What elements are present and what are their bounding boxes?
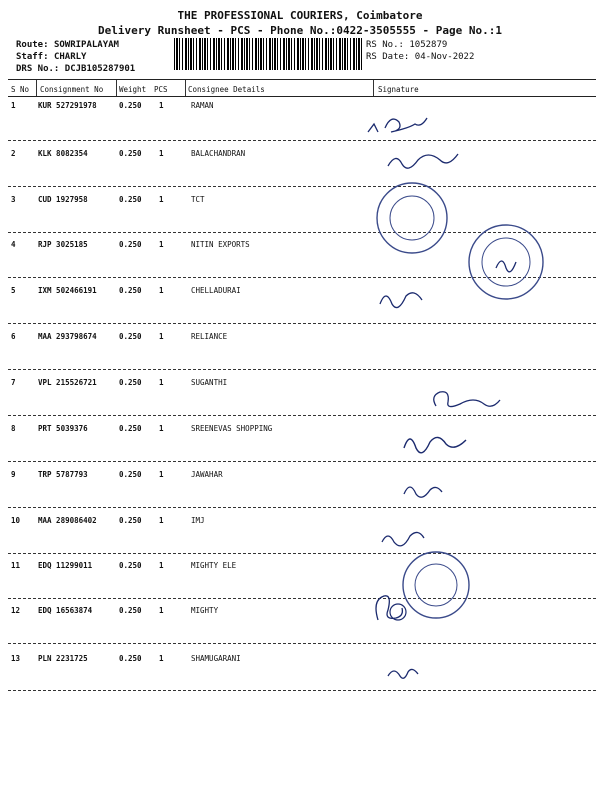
rs-date-label: RS Date: — [366, 52, 410, 62]
row-pcs: 1 — [159, 286, 164, 295]
signature-phone: 9384551386 — [380, 355, 476, 373]
row-consignment: EDQ 11299011 — [38, 561, 93, 570]
signature-phone: 0422-2580027 — [427, 478, 509, 497]
row-pcs: 1 — [159, 424, 164, 433]
row-sno: 4 — [11, 240, 16, 249]
row-sno: 2 — [11, 149, 16, 158]
signature-phone: 9842017488 — [435, 299, 526, 322]
row-weight: 0.250 — [119, 101, 142, 110]
row-weight: 0.250 — [119, 424, 142, 433]
handwritten-signature — [388, 669, 418, 678]
handwritten-signature — [380, 293, 422, 308]
row-sno: 1 — [11, 101, 16, 110]
row-consignment: IXM 502466191 — [38, 286, 97, 295]
row-consignee: SREENEVAS SHOPPING — [191, 424, 273, 433]
row-pcs: 1 — [159, 195, 164, 204]
rs-no-label: RS No.: — [366, 40, 404, 50]
stamp-text: MIGHTY ELECTRICAL CORPORATION — [382, 561, 490, 568]
row-sno: 3 — [11, 195, 16, 204]
signature-phone: 9944831936 — [507, 393, 566, 409]
row-weight: 0.250 — [119, 516, 142, 525]
row-consignment: MAA 293798674 — [38, 332, 97, 341]
row-weight: 0.250 — [119, 561, 142, 570]
row-sno: 11 — [11, 561, 21, 570]
row-weight: 0.250 — [119, 149, 142, 158]
handwritten-signature — [434, 392, 500, 407]
row-consignment: EDQ 16563874 — [38, 606, 93, 615]
row-consignee: CHELLADURAI — [191, 286, 241, 295]
row-pcs: 1 — [159, 101, 164, 110]
row-sno: 9 — [11, 470, 16, 479]
row-weight: 0.250 — [119, 654, 142, 663]
row-weight: 0.250 — [119, 606, 142, 615]
row-consignee: TCT — [191, 195, 205, 204]
col-header-consignment: Consignment No — [40, 85, 104, 94]
handwritten-signature — [368, 118, 427, 132]
stamp-text: NITIN EXPORTS — [479, 236, 533, 244]
col-header-sno: S No — [11, 85, 30, 94]
row-consignment: MAA 289086402 — [38, 516, 97, 525]
col-header-signature: Signature — [378, 85, 419, 94]
rs-no-value: 1052879 — [409, 40, 448, 50]
row-pcs: 1 — [159, 240, 164, 249]
row-consignment: PLN 2231725 — [38, 654, 88, 663]
handwritten-signature — [404, 487, 442, 497]
company-stamp-icon — [382, 552, 489, 618]
signature-phone: 9832005 — [474, 449, 530, 469]
row-sno: 6 — [11, 332, 16, 341]
company-stamp-icon — [469, 225, 543, 299]
staff-label: Staff: — [16, 52, 49, 62]
row-sno: 7 — [11, 378, 16, 387]
row-consignment: CUD 1927958 — [38, 195, 88, 204]
row-pcs: 1 — [159, 561, 164, 570]
row-sno: 10 — [11, 516, 21, 525]
handwritten-signature — [388, 154, 458, 168]
staff-value: CHARLY — [53, 52, 87, 62]
row-pcs: 1 — [159, 606, 164, 615]
signature-name: M. THANGAVELU — [379, 331, 488, 352]
row-pcs: 1 — [159, 149, 164, 158]
row-consignment: RJP 3025185 — [38, 240, 88, 249]
row-sno: 5 — [11, 286, 16, 295]
col-header-pcs: PCS — [154, 85, 168, 94]
row-sno: 13 — [11, 654, 21, 663]
col-header-weight: Weight — [119, 85, 147, 94]
signature-phone: 9842021413 — [477, 519, 549, 537]
row-pcs: 1 — [159, 470, 164, 479]
row-weight: 0.250 — [119, 240, 142, 249]
row-consignee: SHAMUGARANI — [191, 654, 241, 663]
rs-date-value: 04-Nov-2022 — [414, 52, 475, 62]
row-consignee: JAWAHAR — [191, 470, 223, 479]
row-consignee: MIGHTY ELE — [191, 561, 237, 570]
row-pcs: 1 — [159, 516, 164, 525]
drs-value: DCJB105287901 — [64, 64, 136, 74]
row-consignee: NITIN EXPORTS — [191, 240, 250, 249]
route-label: Route: — [16, 40, 49, 50]
signature-phone: 9443051755 — [460, 160, 558, 188]
row-weight: 0.250 — [119, 470, 142, 479]
row-sno: 8 — [11, 424, 16, 433]
company-title: THE PROFESSIONAL COURIERS, Coimbatore — [177, 9, 423, 22]
row-consignee: BALACHANDRAN — [191, 149, 246, 158]
stamp-text: TCT LINENS PRIVATE LIMITED — [363, 198, 462, 242]
row-consignee: SUGANTHI — [191, 378, 228, 387]
row-consignee: MIGHTY — [191, 606, 219, 615]
handwritten-signature — [404, 437, 466, 452]
row-consignment: TRP 5787793 — [38, 470, 88, 479]
row-consignment: KUR 527291978 — [38, 101, 97, 110]
handwritten-signature — [376, 596, 402, 620]
row-consignment: KLK 8082354 — [38, 149, 88, 158]
signature-phone: 7010325869 — [476, 129, 542, 149]
row-consignment: PRT 5039376 — [38, 424, 88, 433]
row-pcs: 1 — [159, 378, 164, 387]
row-sno: 12 — [11, 606, 21, 615]
row-weight: 0.250 — [119, 286, 142, 295]
row-weight: 0.250 — [119, 195, 142, 204]
handwritten-signature — [382, 532, 424, 545]
row-consignee: RAMAN — [191, 101, 214, 110]
route-value: SOWRIPALAYAM — [53, 40, 119, 50]
company-stamp-icon — [363, 183, 462, 253]
runsheet-subtitle: Delivery Runsheet - PCS - Phone No.:0422-3505555 - Page No.:1 — [98, 24, 502, 37]
row-pcs: 1 — [159, 654, 164, 663]
row-consignee: RELIANCE — [191, 332, 228, 341]
row-consignment: VPL 215526721 — [38, 378, 97, 387]
col-header-consignee: Consignee Details — [188, 85, 265, 94]
row-pcs: 1 — [159, 332, 164, 341]
row-consignee: IMJ — [191, 516, 205, 525]
drs-label: DRS No.: — [16, 64, 60, 74]
signature-phone: 9789350549 — [499, 647, 583, 670]
row-weight: 0.250 — [119, 378, 142, 387]
row-weight: 0.250 — [119, 332, 142, 341]
